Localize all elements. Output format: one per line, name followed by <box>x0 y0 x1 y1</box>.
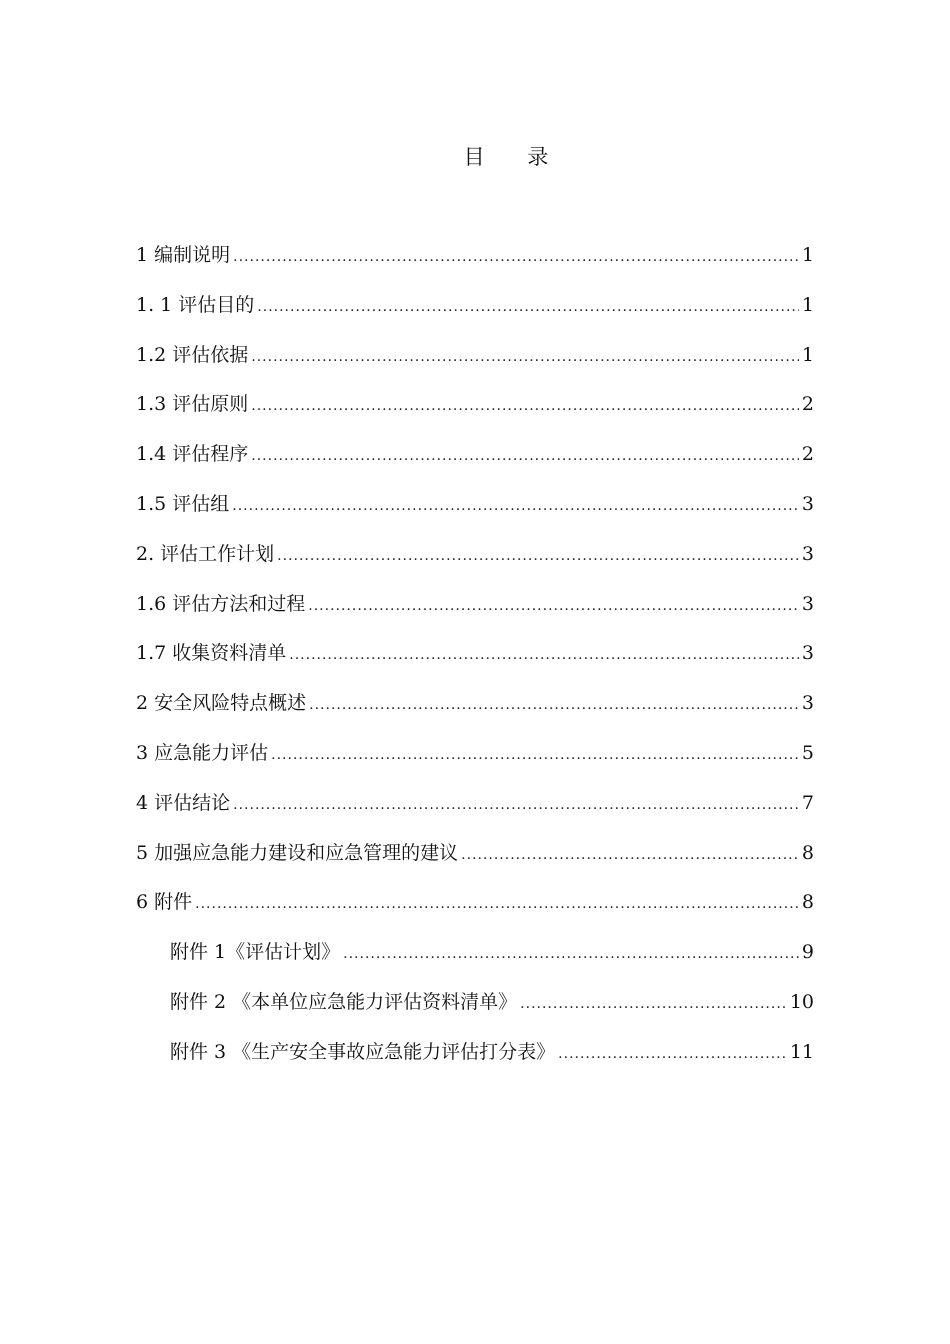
toc-dot-leader <box>309 690 799 720</box>
toc-entry-page: 1 <box>801 343 814 366</box>
toc-entry-page: 8 <box>801 841 814 864</box>
toc-dot-leader <box>251 441 799 471</box>
toc-entry-page: 3 <box>801 592 814 615</box>
toc-dot-leader <box>558 1039 787 1069</box>
toc-entry-page: 1 <box>801 293 814 316</box>
toc-entry-page: 5 <box>801 741 814 764</box>
toc-dot-leader <box>195 889 799 919</box>
toc-entry[interactable] <box>136 688 814 738</box>
toc-entry-label: 6 附件 <box>136 891 193 914</box>
toc-entry-label: 附件 3 《生产安全事故应急能力评估打分表》 <box>170 1040 556 1063</box>
toc-entry[interactable] <box>136 389 814 439</box>
toc-entry-label: 1.2 评估依据 <box>136 343 249 366</box>
toc-entry-label: 1. 1 评估目的 <box>136 293 255 316</box>
toc-entry[interactable] <box>136 788 814 838</box>
toc-entry-page: 3 <box>801 692 814 715</box>
toc-entry-page: 7 <box>801 791 814 814</box>
toc-entry[interactable] <box>136 290 814 340</box>
toc-entry-page: 2 <box>801 393 814 416</box>
toc-entry[interactable] <box>136 539 814 589</box>
toc-entry-page: 2 <box>801 443 814 466</box>
toc-entry-label: 3 应急能力评估 <box>136 741 269 764</box>
toc-entry-label: 1.6 评估方法和过程 <box>136 592 306 615</box>
toc-entry-page: 3 <box>801 542 814 565</box>
toc-entry-page: 3 <box>801 492 814 515</box>
toc-entry[interactable] <box>136 738 814 788</box>
toc-list <box>136 240 814 1087</box>
toc-entry-label: 2 安全风险特点概述 <box>136 692 307 715</box>
toc-subentry[interactable] <box>136 987 814 1037</box>
toc-entry[interactable] <box>136 240 814 290</box>
toc-entry[interactable] <box>136 887 814 937</box>
toc-entry-label: 1 编制说明 <box>136 244 231 266</box>
toc-entry-page: 8 <box>801 891 814 914</box>
toc-dot-leader <box>271 740 799 770</box>
toc-entry-label: 4 评估结论 <box>136 791 231 814</box>
toc-dot-leader <box>461 840 799 870</box>
toc-entry-label: 1.4 评估程序 <box>136 443 249 466</box>
toc-title: 目 录 <box>463 145 567 169</box>
toc-dot-leader <box>232 491 799 521</box>
toc-entry[interactable] <box>136 838 814 888</box>
toc-dot-leader <box>520 989 787 1019</box>
toc-entry-page: 1 <box>801 244 814 266</box>
toc-dot-leader <box>233 790 799 820</box>
toc-entry-label: 2. 评估工作计划 <box>136 542 275 565</box>
toc-entry[interactable] <box>136 489 814 539</box>
toc-entry-label: 附件 1《评估计划》 <box>170 941 341 964</box>
toc-entry-page: 10 <box>789 990 814 1013</box>
toc-dot-leader <box>343 939 799 969</box>
toc-subentry[interactable] <box>136 1037 814 1087</box>
toc-entry[interactable] <box>136 340 814 390</box>
toc-entry-label: 1.5 评估组 <box>136 492 230 515</box>
toc-dot-leader <box>308 591 799 621</box>
toc-entry-label: 1.7 收集资料清单 <box>136 642 287 665</box>
toc-entry-page: 11 <box>789 1040 814 1063</box>
toc-subentry[interactable] <box>136 937 814 987</box>
toc-entry-page: 3 <box>801 642 814 665</box>
toc-dot-leader <box>289 640 799 670</box>
toc-entry-label: 附件 2 《本单位应急能力评估资料清单》 <box>170 990 518 1013</box>
toc-entry[interactable] <box>136 638 814 688</box>
toc-entry[interactable] <box>136 439 814 489</box>
toc-dot-leader <box>277 541 799 571</box>
toc-entry-page: 9 <box>801 941 814 964</box>
toc-dot-leader <box>257 292 799 322</box>
toc-dot-leader <box>233 242 799 272</box>
toc-dot-leader <box>251 342 799 372</box>
toc-dot-leader <box>251 391 799 421</box>
toc-entry-label: 1.3 评估原则 <box>136 393 249 416</box>
toc-entry-label: 5 加强应急能力建设和应急管理的建议 <box>136 841 459 864</box>
toc-entry[interactable] <box>136 589 814 639</box>
